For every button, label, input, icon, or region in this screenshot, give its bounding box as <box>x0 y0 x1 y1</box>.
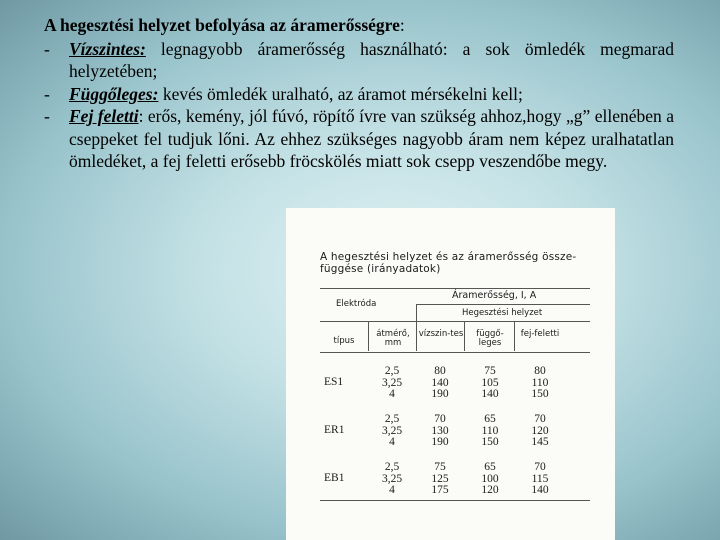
position-header: Hegesztési helyzet <box>462 308 543 318</box>
table-cell: 80 140 190 <box>431 365 449 400</box>
col-type-header: típus <box>333 336 355 346</box>
rule-bottom <box>320 500 590 501</box>
group-header: Áramerősség, I, A <box>452 290 537 301</box>
col-vertical-header: függő-leges <box>476 329 504 348</box>
slide-text <box>44 14 674 173</box>
table-cell: 2,5 3,25 4 <box>381 461 403 496</box>
bullet-dash: - <box>44 106 50 126</box>
rule-top <box>320 288 590 289</box>
bullet-term: Vízszintes: <box>69 38 146 59</box>
col-divider <box>464 321 465 351</box>
title-text: A hegesztési helyzet befolyása az áramerősségre <box>44 15 400 35</box>
caption-line-2: függése (irányadatok) <box>320 262 441 275</box>
bullet-dash: - <box>44 38 50 59</box>
bullet-dash: - <box>44 83 50 104</box>
rule-sub <box>320 321 590 322</box>
table-cell: 75 105 140 <box>481 365 499 400</box>
bullet-vertical <box>44 83 674 106</box>
table-cell: 2,5 3,25 4 <box>381 365 403 400</box>
col-divider <box>514 321 515 351</box>
col-divider <box>416 304 417 351</box>
row-type: EB1 <box>324 472 345 484</box>
bullet-text: : erős, kemény, jól fúvó, röpítő ívre van szükség ahhoz,hogy „g” ellenében a cseppeket fel tudjuk lőni. Az ehhez szükséges nagyobb áram nem képez uralhatatlan ömledéket, a fej feletti erősebb fröcskölés miatt sok csepp veszendőbe megy. <box>69 106 674 171</box>
table-caption <box>320 252 576 275</box>
rule-head-bottom <box>320 352 590 353</box>
table-cell: 75 125 175 <box>431 461 449 496</box>
table-cell: 65 100 120 <box>481 461 499 496</box>
bullet-term: Függőleges: <box>69 83 159 104</box>
bullet-text: kevés ömledék uralható, az áramot mérsékelni kell; <box>158 83 523 104</box>
caption-line-1: A hegesztési helyzet és az áramerősség össze- <box>320 251 577 263</box>
col-overhead-header: fej-feletti <box>520 329 560 339</box>
table-cell: 70 115 140 <box>531 461 549 496</box>
title-colon: : <box>399 15 405 35</box>
col-divider <box>368 321 369 351</box>
scanned-table-image <box>286 208 615 540</box>
table-cell: 2,5 3,25 4 <box>381 413 403 448</box>
row-type: ER1 <box>324 424 345 436</box>
table-cell: 65 110 150 <box>481 413 499 448</box>
table-cell: 70 130 190 <box>431 413 449 448</box>
bullet-text: legnagyobb áramerősség használható: a sok ömledék megmarad helyzetében; <box>69 38 674 81</box>
col-diameter-header: átmérő, mm <box>376 329 410 348</box>
rule-group <box>416 304 590 305</box>
bullet-horizontal <box>44 38 674 83</box>
bullet-term: Fej feletti <box>69 106 139 126</box>
table-cell: 70 120 145 <box>531 413 549 448</box>
row-type: ES1 <box>324 376 344 388</box>
col-horizontal-header: vízszin-tes <box>418 329 464 339</box>
table-cell: 80 110 150 <box>531 365 549 400</box>
slide-title <box>44 14 674 37</box>
bullet-overhead <box>44 105 674 173</box>
electrode-header: Elektróda <box>336 299 377 309</box>
